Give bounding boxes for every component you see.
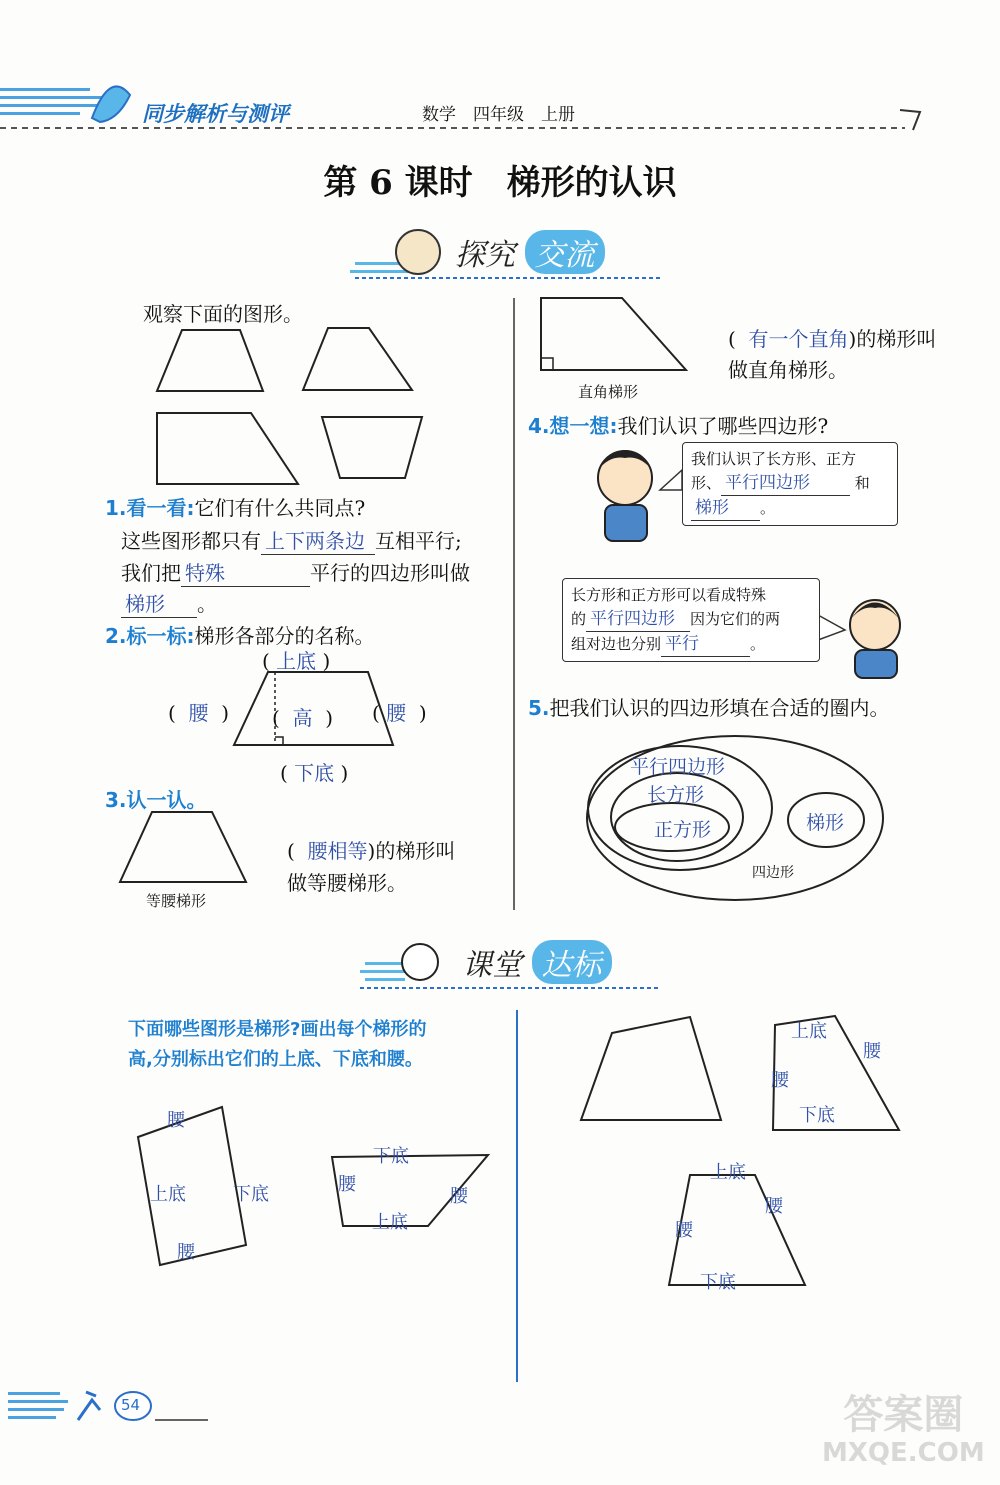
right-angle-text1: )的梯形叫 <box>848 327 937 351</box>
page-number: 54 <box>121 1396 141 1414</box>
bubble2-line2 <box>571 607 811 632</box>
q2-top-label: ( 上底 ) <box>262 649 331 673</box>
q3-line1: ( 腰相等)的梯形叫 <box>287 839 456 863</box>
q4-label: 4.想一想: <box>528 414 618 438</box>
s3-label-bottom: 下底 <box>799 1105 835 1126</box>
speech-bubble-1 <box>682 442 898 526</box>
q1-line1 <box>121 525 462 555</box>
watermark <box>822 1392 985 1468</box>
q5-heading <box>528 692 890 721</box>
bubble2-l3-pre: 组对边也分别 <box>571 635 662 653</box>
series-title: 同步解析与测评 <box>142 102 289 126</box>
s2-label-top: 下底 <box>373 1146 409 1167</box>
venn-trapezoid-label: 梯形 <box>806 812 845 834</box>
s2-label-right: 腰 <box>450 1186 468 1207</box>
right-angle-line1: ( 有一个直角)的梯形叫 <box>728 327 937 351</box>
header-swoosh-icon <box>92 86 130 122</box>
q4-text: 我们认识了哪些四边形? <box>617 414 829 438</box>
section1-part-a: 探究 <box>455 238 515 273</box>
bubble2-l2-pre: 的 <box>571 610 587 628</box>
s4-label-bottom: 下底 <box>700 1272 736 1293</box>
lesson-title: 第 6 课时 梯形的认识 <box>323 163 677 203</box>
observe-text: 观察下面的图形。 <box>143 302 303 326</box>
q2-text: 梯形各部分的名称。 <box>194 624 375 648</box>
header-dots-icon <box>0 88 110 115</box>
right-angle-mark <box>541 358 553 370</box>
s3-label-right: 腰 <box>863 1041 881 1062</box>
bubble1-line1: 我们认识了长方形、正方 <box>691 450 857 468</box>
boy-character-2-icon <box>850 600 900 678</box>
right-angle-caption: 直角梯形 <box>578 383 639 401</box>
q4-heading <box>528 410 828 439</box>
banner2-panda-icon <box>402 944 438 980</box>
s3-label-top: 上底 <box>791 1021 827 1042</box>
q1-label: 1.看一看: <box>105 496 195 520</box>
practice-instruction <box>128 1015 426 1075</box>
q1-line3 <box>121 588 217 618</box>
section1-banner <box>455 230 605 274</box>
q1-line2-post: 平行的四边形叫做 <box>310 561 470 585</box>
bubble1-line3 <box>691 496 889 521</box>
q3-isosceles-trapezoid <box>120 812 246 882</box>
bubble2-l2-post: 因为它们的两 <box>690 610 781 628</box>
q5-text: 把我们认识的四边形填在合适的圈内。 <box>549 696 890 720</box>
bubble1-tail <box>660 470 682 490</box>
s2-label-bottom: 上底 <box>372 1212 408 1233</box>
observe-shape-2 <box>303 328 412 390</box>
q1-text: 它们有什么共同点? <box>194 496 366 520</box>
venn-square-label: 正方形 <box>654 819 712 841</box>
q2-right-label: ( 腰 ) <box>372 701 427 725</box>
q5-label: 5. <box>528 696 550 720</box>
s4-label-top: 上底 <box>710 1162 746 1183</box>
q2-heading <box>105 620 375 649</box>
q3-answer: 腰相等 <box>307 839 368 863</box>
q1-line2 <box>121 557 470 587</box>
watermark-line2: MXQE.COM <box>822 1438 985 1468</box>
section1-part-b: 交流 <box>525 230 605 274</box>
q2-height-label: ( 高 ) <box>272 706 334 730</box>
bubble1-answer-2: 梯形 <box>691 496 760 521</box>
q2-left-label: ( 腰 ) <box>168 701 230 725</box>
bubble2-answer-1: 平行四边形 <box>586 607 690 632</box>
practice-shape-3 <box>581 1017 721 1120</box>
section2-banner <box>462 940 612 984</box>
q3-label: 3.认一认。 <box>105 788 207 812</box>
practice-instruction-line2: 高,分别标出它们的上底、下底和腰。 <box>128 1049 423 1070</box>
bubble2-l3-post: 。 <box>750 635 766 653</box>
q1-answer-3: 梯形 <box>121 588 197 618</box>
s4-label-right: 腰 <box>765 1196 783 1217</box>
q2-label: 2.标一标: <box>105 624 195 648</box>
venn-parallelogram-label: 平行四边形 <box>630 756 726 778</box>
q1-answer-2: 特殊 <box>181 557 310 587</box>
header-meta: 数学 四年级 上册 <box>422 105 575 125</box>
q1-heading <box>105 492 365 521</box>
q3-caption: 等腰梯形 <box>146 892 207 910</box>
watermark-line1: 答案圈 <box>843 1392 964 1438</box>
s1-label-bottom: 腰 <box>177 1242 195 1263</box>
footer-dots-icon <box>8 1392 68 1419</box>
bubble2-tail <box>818 615 845 640</box>
q2-left-answer: 腰 <box>188 701 209 725</box>
observe-shape-4 <box>322 417 422 478</box>
q1-line2-pre: 我们把 <box>121 561 181 585</box>
bubble2-answer-2: 平行 <box>661 632 750 657</box>
section2-part-b: 达标 <box>532 940 612 984</box>
section2-part-a: 课堂 <box>462 948 522 983</box>
bubble1-line2 <box>691 471 889 496</box>
right-angle-trapezoid <box>541 298 686 370</box>
q1-line1-pre: 这些图形都只有 <box>121 529 261 553</box>
practice-instruction-line1: 下面哪些图形是梯形?画出每个梯形的 <box>128 1019 427 1040</box>
right-angle-answer: 有一个直角 <box>748 327 849 351</box>
q2-right-angle-mark <box>275 737 283 745</box>
speech-bubble-2 <box>562 578 820 662</box>
q2-top-answer: 上底 <box>276 649 317 673</box>
bubble1-l2-post: 和 <box>854 474 870 492</box>
q2-bottom-label: ( 下底 ) <box>280 761 349 785</box>
q2-bottom-answer: 下底 <box>294 761 335 785</box>
q3-line2: 做等腰梯形。 <box>287 871 407 895</box>
bubble1-answer-1: 平行四边形 <box>721 471 850 496</box>
q3-heading <box>105 784 207 813</box>
boy-character-1-icon <box>598 450 652 541</box>
q3-text1: )的梯形叫 <box>367 839 456 863</box>
right-angle-line2: 做直角梯形。 <box>728 358 848 382</box>
observe-shape-3 <box>157 413 298 484</box>
footer-runner-icon <box>78 1392 100 1420</box>
venn-rectangle-label: 长方形 <box>647 784 705 806</box>
s1-label-right: 下底 <box>233 1184 269 1205</box>
q1-answer-1: 上下两条边 <box>261 525 375 555</box>
q1-line3-post: 。 <box>197 592 217 616</box>
s4-label-left: 腰 <box>675 1220 693 1241</box>
bubble2-line3 <box>571 632 811 657</box>
q1-line1-post: 互相平行; <box>375 529 462 553</box>
bubble2-line1: 长方形和正方形可以看成特殊 <box>571 586 767 604</box>
q2-right-answer: 腰 <box>386 701 407 725</box>
s3-label-left: 腰 <box>771 1070 789 1091</box>
bubble1-l3-post: 。 <box>760 499 776 517</box>
bubble1-l2-pre: 形、 <box>691 474 722 492</box>
s2-label-left: 腰 <box>338 1174 356 1195</box>
s1-label-left: 上底 <box>150 1184 186 1205</box>
venn-outer-label: 四边形 <box>752 865 794 881</box>
q2-height-answer: 高 <box>292 706 313 730</box>
s1-label-top: 腰 <box>167 1110 185 1131</box>
observe-shape-1 <box>157 330 263 391</box>
banner1-mascot-icon <box>396 230 440 274</box>
